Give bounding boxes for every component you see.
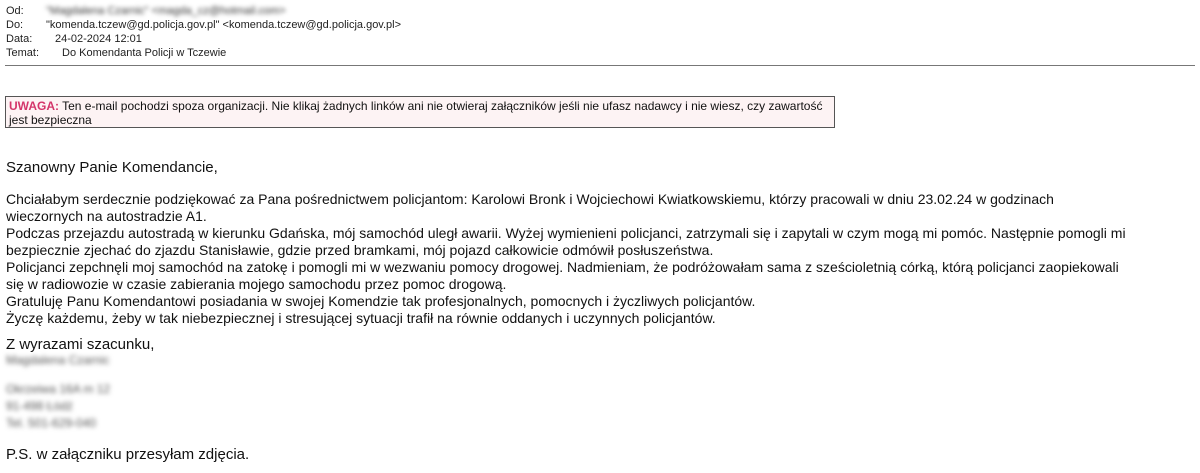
body-line: Podczas przejazdu autostradą w kierunku Gdańska, mój samochód uległ awarii. Wyżej wymienieni policjanci, zatrzymali się i zapytali w czym mogą mi pomóc. Następnie pomogli mi	[6, 225, 1126, 241]
greeting: Szanowny Panie Komendancie,	[6, 159, 218, 176]
body-line: się w radiowozie w czasie zabierania mojego samochodu przez pomoc drogową.	[6, 276, 507, 292]
address-line: Okrzeiwa 16A m 12	[6, 382, 111, 396]
postscript: P.S. w załączniku przesyłam zdjęcia.	[6, 446, 250, 463]
subject-label: Temat:	[6, 47, 40, 59]
to-value: "komenda.tczew@gd.policja.gov.pl" <komenda.tczew@gd.policja.gov.pl>	[46, 19, 402, 31]
body-line: Życzę każdemu, żeby w tak niebezpiecznej i stresującej sytuacji trafił na równie oddanych i uczynnych policjantów.	[6, 310, 716, 326]
warning-text: Ten e-mail pochodzi spoza organizacji. Nie klikaj żadnych linków ani nie otwieraj załączników jeśli nie ufasz nadawcy i nie wiesz, czy zawartość jest bezpieczna	[9, 99, 823, 127]
closing: Z wyrazami szacunku,	[6, 336, 155, 353]
external-warning-banner	[5, 96, 835, 128]
body-line: bezpiecznie zjechać do zjazdu Stanisławie, gdzie przed bramkami, mój pojazd całkowicie odmówił posłuszeństwa.	[6, 242, 714, 258]
from-value: "Magdalena Czarnic" <magda_cz@hotmail.com>	[46, 5, 286, 17]
body-line: Chciałabym serdecznie podziękować za Pana pośrednictwem policjantom: Karolowi Bronk i Wojciechowi Kwiatkowskiemu, którzy pracowali w dniu 23.02.24 w godzinach	[6, 191, 1054, 207]
body-line: Gratuluję Panu Komendantowi posiadania w swojej Komendzie tak profesjonalnych, pomocnych i życzliwych policjantów.	[6, 293, 756, 309]
body-line: wieczornych na autostradzie A1.	[6, 208, 207, 224]
body-line: Policjanci zepchnęli moj samochód na zatokę i pomogli mi w wezwaniu pomocy drogowej. Nadmieniam, że podróżowałam sama z sześcioletnią córką, którą policjanci zaopiekowali	[6, 259, 1119, 275]
subject-value: Do Komendanta Policji w Tczewie	[62, 47, 227, 59]
phone-line: Tel. 501-629-040	[6, 416, 97, 430]
to-label: Do:	[6, 19, 24, 31]
header-divider	[5, 65, 1195, 66]
warning-tag: UWAGA:	[9, 99, 59, 113]
from-label: Od:	[6, 5, 24, 17]
signature-name: Magdalena Czarnic	[6, 353, 110, 367]
address-line: 91-498 Łódź	[6, 399, 73, 413]
date-value: 24-02-2024 12:01	[55, 33, 142, 45]
date-label: Data:	[6, 33, 33, 45]
